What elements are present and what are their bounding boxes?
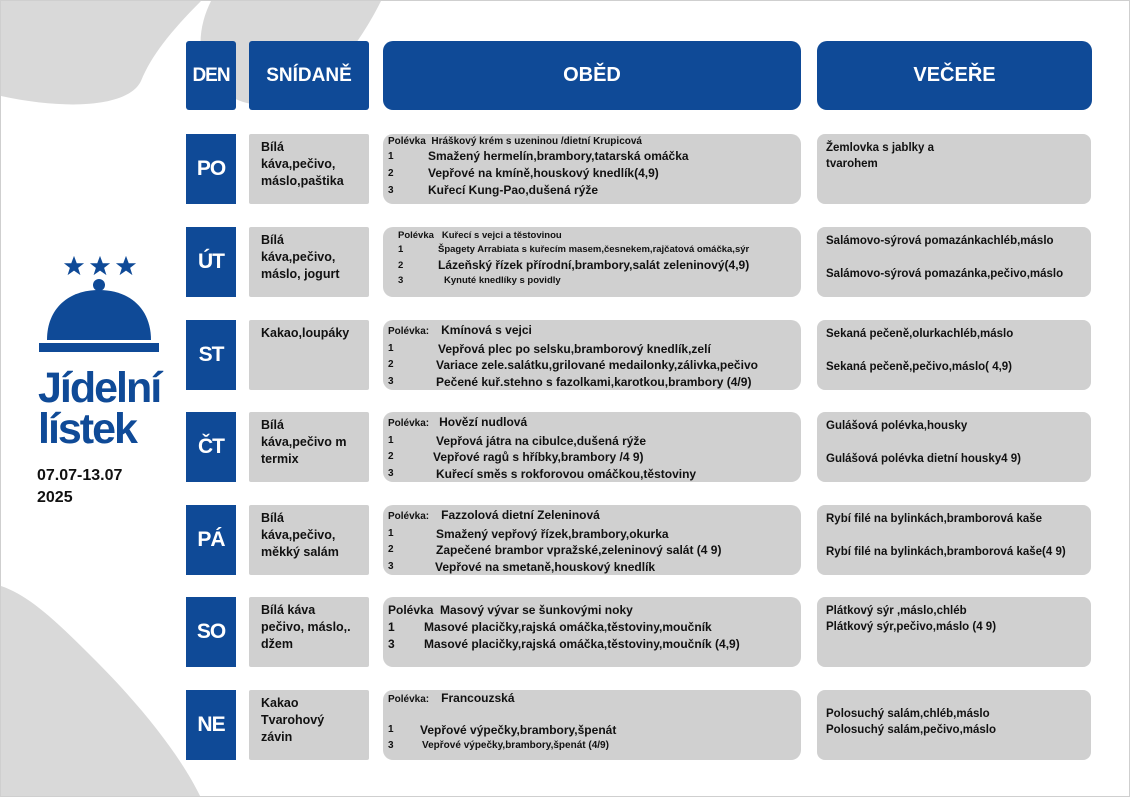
header-lunch: OBĚD xyxy=(383,41,801,110)
day-label: NE xyxy=(186,690,236,760)
breakfast-cell: Bílá káva,pečivo, máslo, jogurt xyxy=(249,227,369,297)
dinner-cell: Žemlovka s jablky a tvarohem xyxy=(817,134,1091,204)
breakfast-cell: Bílá káva,pečivo, máslo,paštika xyxy=(249,134,369,204)
date-range: 07.07-13.07 2025 xyxy=(37,467,123,506)
page-title: Jídelní lístek xyxy=(38,364,161,453)
rating-stars xyxy=(63,255,137,277)
lunch-cell: Polévka Masový vývar se šunkovými noky 1 Masové placičky,rajská omáčka,těstoviny,moučník 3 Masové placičky,rajská omáčka,těstoviny,moučník (4,9) xyxy=(383,597,801,667)
dinner-cell: Rybí filé na bylinkách,bramborová kaše Rybí filé na bylinkách,bramborová kaše(4 9) xyxy=(817,505,1091,575)
dinner-cell: Sekaná pečeně,olurkachléb,máslo Sekaná pečeně,pečivo,máslo( 4,9) xyxy=(817,320,1091,390)
dinner-cell: Plátkový sýr ,máslo,chléb Plátkový sýr,pečivo,máslo (4 9) xyxy=(817,597,1091,667)
day-label: ÚT xyxy=(186,227,236,297)
day-label: SO xyxy=(186,597,236,667)
star-icon xyxy=(63,255,85,277)
dinner-cell: Polosuchý salám,chléb,máslo Polosuchý salám,pečivo,máslo xyxy=(817,690,1091,760)
day-label: PO xyxy=(186,134,236,204)
star-icon xyxy=(115,255,137,277)
cloche-icon xyxy=(39,278,159,353)
breakfast-cell: Kakao Tvarohový závin xyxy=(249,690,369,760)
breakfast-cell: Bílá káva,pečivo, měkký salám xyxy=(249,505,369,575)
day-label: PÁ xyxy=(186,505,236,575)
lunch-cell: Polévka Hráškový krém s uzeninou /dietní Krupicová 1 Smažený hermelín,brambory,tatarská omáčka 2 Vepřové na kmíně,houskový knedlík(4,9) 3 Kuřecí Kung-Pao,dušená rýže xyxy=(383,134,801,204)
breakfast-cell: Bílá káva,pečivo m termix xyxy=(249,412,369,482)
dinner-cell: Gulášová polévka,housky Gulášová polévka dietní housky4 9) xyxy=(817,412,1091,482)
lunch-cell: Polévka Kuřecí s vejci a těstovinou 1 Špagety Arrabiata s kuřecím masem,česnekem,rajčatová omáčka,sýr 2 Lázeňský řízek přírodní,brambory,salát zeleninový(4,9) 3 Kynuté knedlíky s povidly xyxy=(383,227,801,297)
dinner-cell: Salámovo-sýrová pomazánkachléb,máslo Salámovo-sýrová pomazánka,pečivo,máslo xyxy=(817,227,1091,297)
day-label: ČT xyxy=(186,412,236,482)
lunch-cell: Polévka: Fazzolová dietní Zeleninová 1 Smažený vepřový řízek,brambory,okurka 2 Zapečené brambor vpražské,zeleninový salát (4 9) 3 Vepřové na smetaně,houskový knedlík xyxy=(383,505,801,575)
header-breakfast: SNÍDANĚ xyxy=(249,41,369,110)
decorative-blob-bottom xyxy=(1,586,201,797)
breakfast-cell: Bílá káva pečivo, máslo,. džem xyxy=(249,597,369,667)
header-dinner: VEČEŘE xyxy=(817,41,1092,110)
day-label: ST xyxy=(186,320,236,390)
lunch-cell: Polévka: Francouzská 1 Vepřové výpečky,brambory,špenát 3 Vepřové výpečky,brambory,špenát (4/9) xyxy=(383,690,801,760)
header-day: DEN xyxy=(186,41,236,110)
star-icon xyxy=(89,255,111,277)
breakfast-cell: Kakao,loupáky xyxy=(249,320,369,390)
lunch-cell: Polévka: Hovězí nudlová 1 Vepřová játra na cibulce,dušená rýže 2 Vepřové ragů s hříbky,brambory /4 9) 3 Kuřecí směs s rokforovou omáčkou,těstoviny xyxy=(383,412,801,482)
lunch-cell: Polévka: Kmínová s vejci 1 Vepřová plec po selsku,bramborový knedlík,zelí 2 Variace zele.salátku,grilované medailonky,zálivka,pečivo 3 Pečené kuř.stehno s fazolkami,karotkou,brambory (4/9) xyxy=(383,320,801,390)
